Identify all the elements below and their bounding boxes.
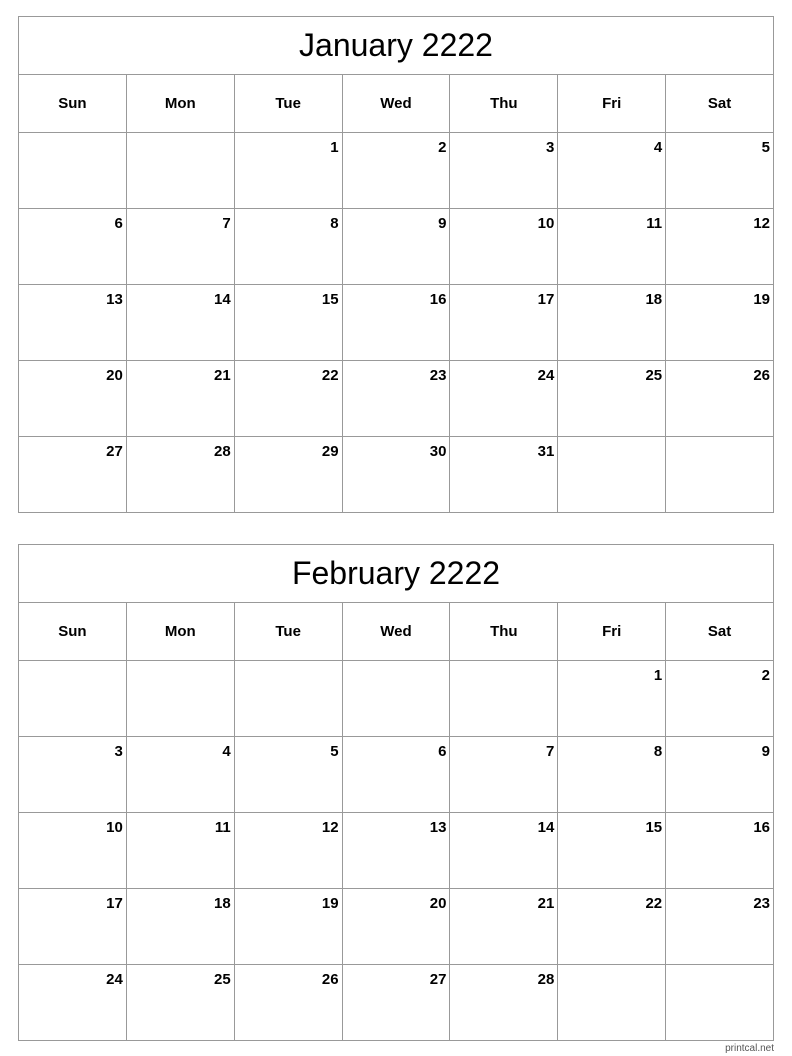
day-cell: 1 <box>235 133 343 209</box>
day-cell <box>343 661 451 737</box>
weekday-wed: Wed <box>343 603 451 661</box>
day-cell: 5 <box>235 737 343 813</box>
weekday-sat: Sat <box>666 603 774 661</box>
day-cell <box>666 965 774 1041</box>
day-cell <box>666 437 774 513</box>
weekday-fri: Fri <box>558 603 666 661</box>
day-cell <box>19 133 127 209</box>
day-cell: 9 <box>666 737 774 813</box>
day-cell: 11 <box>558 209 666 285</box>
week-row <box>19 133 774 209</box>
day-cell: 24 <box>19 965 127 1041</box>
month-calendar-february <box>18 544 774 1041</box>
day-cell <box>235 661 343 737</box>
day-cell: 17 <box>19 889 127 965</box>
week-row <box>19 209 774 285</box>
day-cell: 23 <box>666 889 774 965</box>
day-cell <box>127 133 235 209</box>
day-cell: 10 <box>450 209 558 285</box>
day-cell: 15 <box>558 813 666 889</box>
day-cell: 26 <box>235 965 343 1041</box>
weekday-header-row <box>19 75 774 133</box>
day-cell: 13 <box>343 813 451 889</box>
day-cell: 23 <box>343 361 451 437</box>
week-row <box>19 965 774 1041</box>
weekday-sun: Sun <box>19 75 127 133</box>
day-cell: 19 <box>235 889 343 965</box>
day-cell <box>127 661 235 737</box>
day-cell: 10 <box>19 813 127 889</box>
weekday-fri: Fri <box>558 75 666 133</box>
day-cell: 9 <box>343 209 451 285</box>
month-calendar-january <box>18 16 774 513</box>
day-cell: 20 <box>19 361 127 437</box>
day-cell: 18 <box>127 889 235 965</box>
day-cell: 27 <box>343 965 451 1041</box>
day-cell: 8 <box>235 209 343 285</box>
weekday-sun: Sun <box>19 603 127 661</box>
weekday-header-row <box>19 603 774 661</box>
weekday-tue: Tue <box>235 603 343 661</box>
day-cell: 12 <box>666 209 774 285</box>
day-cell: 14 <box>127 285 235 361</box>
week-row <box>19 661 774 737</box>
day-cell: 25 <box>127 965 235 1041</box>
week-row <box>19 437 774 513</box>
weekday-mon: Mon <box>127 603 235 661</box>
week-row <box>19 737 774 813</box>
day-cell: 27 <box>19 437 127 513</box>
day-cell: 21 <box>127 361 235 437</box>
day-cell: 4 <box>558 133 666 209</box>
day-cell: 28 <box>127 437 235 513</box>
day-cell: 18 <box>558 285 666 361</box>
weekday-thu: Thu <box>450 75 558 133</box>
day-cell: 11 <box>127 813 235 889</box>
day-cell: 30 <box>343 437 451 513</box>
day-cell: 16 <box>666 813 774 889</box>
site-credit: printcal.net <box>725 1043 774 1054</box>
month-title: January 2222 <box>19 17 774 75</box>
month-title: February 2222 <box>19 545 774 603</box>
day-cell: 29 <box>235 437 343 513</box>
day-cell: 6 <box>343 737 451 813</box>
day-cell: 6 <box>19 209 127 285</box>
day-cell <box>558 437 666 513</box>
weekday-tue: Tue <box>235 75 343 133</box>
day-cell: 24 <box>450 361 558 437</box>
day-cell <box>19 661 127 737</box>
week-row <box>19 361 774 437</box>
week-row <box>19 889 774 965</box>
day-cell: 22 <box>235 361 343 437</box>
day-cell: 19 <box>666 285 774 361</box>
day-cell: 14 <box>450 813 558 889</box>
day-cell: 7 <box>127 209 235 285</box>
day-cell: 5 <box>666 133 774 209</box>
day-cell: 3 <box>450 133 558 209</box>
week-row <box>19 813 774 889</box>
day-cell: 17 <box>450 285 558 361</box>
day-cell: 12 <box>235 813 343 889</box>
day-cell <box>558 965 666 1041</box>
weekday-wed: Wed <box>343 75 451 133</box>
day-cell <box>450 661 558 737</box>
day-cell: 2 <box>666 661 774 737</box>
weekday-mon: Mon <box>127 75 235 133</box>
day-cell: 3 <box>19 737 127 813</box>
day-cell: 31 <box>450 437 558 513</box>
day-cell: 15 <box>235 285 343 361</box>
day-cell: 25 <box>558 361 666 437</box>
day-cell: 4 <box>127 737 235 813</box>
weekday-thu: Thu <box>450 603 558 661</box>
day-cell: 16 <box>343 285 451 361</box>
day-cell: 8 <box>558 737 666 813</box>
day-cell: 20 <box>343 889 451 965</box>
day-cell: 2 <box>343 133 451 209</box>
day-cell: 21 <box>450 889 558 965</box>
day-cell: 26 <box>666 361 774 437</box>
week-row <box>19 285 774 361</box>
weekday-sat: Sat <box>666 75 774 133</box>
day-cell: 7 <box>450 737 558 813</box>
day-cell: 13 <box>19 285 127 361</box>
day-cell: 22 <box>558 889 666 965</box>
day-cell: 1 <box>558 661 666 737</box>
day-cell: 28 <box>450 965 558 1041</box>
